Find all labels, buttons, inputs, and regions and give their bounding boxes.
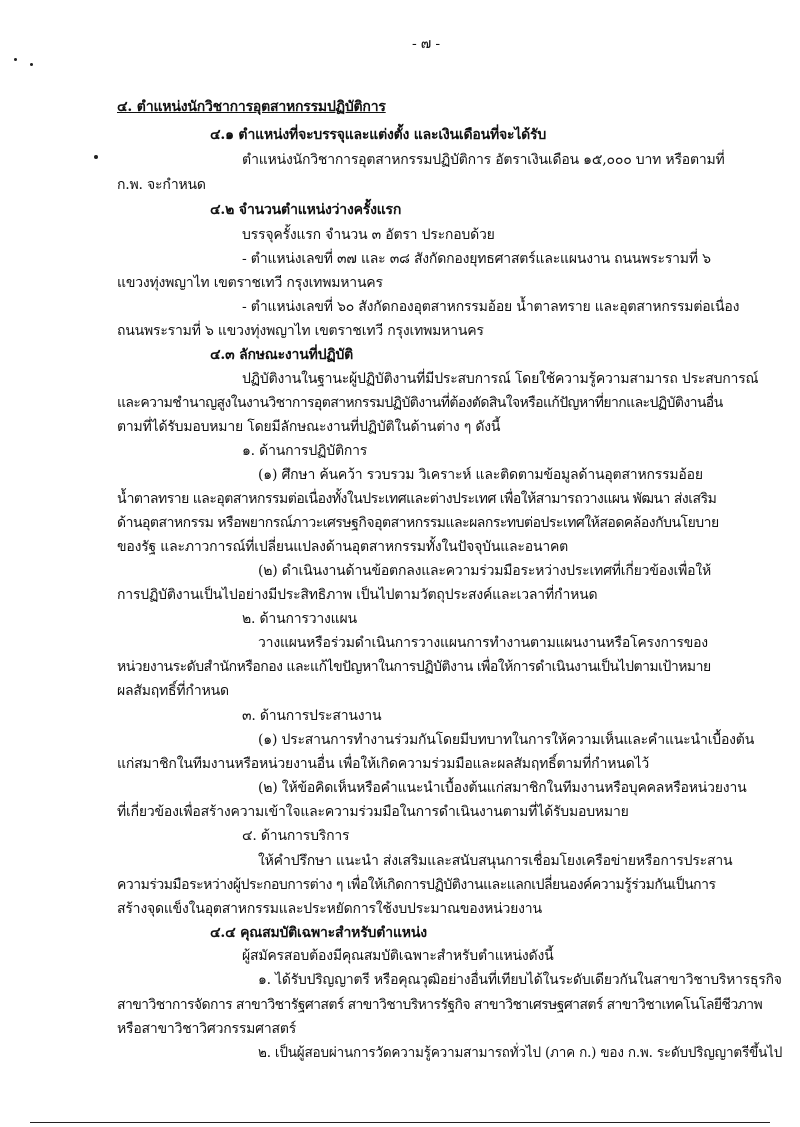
paragraph-line: ถนนพระรามที่ ๖ แขวงทุ่งพญาไท เขตราชเทวี กรุงเทพมหานคร	[117, 323, 484, 339]
paragraph-line: น้ำตาลทราย และอุตสาหกรรมต่อเนื่องทั้งในประเทศและต่างประเทศ เพื่อให้สามารถวางแผน พัฒนา ส่งเสริม	[117, 491, 717, 507]
subsection-heading: ๔.๑ ตำแหน่งที่จะบรรจุและแต่งตั้ง และเงินเดือนที่จะได้รับ	[210, 127, 547, 143]
scan-speck	[94, 155, 98, 159]
page-number: - ๗ -	[412, 36, 440, 52]
paragraph-line: ปฏิบัติงานในฐานะผู้ปฏิบัติงานที่มีประสบการณ์ โดยใช้ความรู้ความสามารถ ประสบการณ์	[242, 371, 759, 387]
paragraph-line: วางแผนหรือร่วมดำเนินการวางแผนการทำงานตามแผนงานหรือโครงการของ	[258, 635, 708, 651]
list-heading: ๔. ด้านการบริการ	[242, 828, 350, 844]
paragraph-line: ผลสัมฤทธิ์ที่กำหนด	[117, 683, 229, 699]
paragraph-line: (๑) ประสานการทำงานร่วมกันโดยมีบทบาทในการให้ความเห็นและคำแนะนำเบื้องต้น	[258, 732, 755, 748]
paragraph-line: ตามที่ได้รับมอบหมาย โดยมีลักษณะงานที่ปฏิบัติในด้านต่าง ๆ ดังนี้	[117, 419, 501, 435]
paragraph-line: ความร่วมมือระหว่างผู้ประกอบการต่าง ๆ เพื่อให้เกิดการปฏิบัติงานและแลกเปลี่ยนองค์ความรู้ร่วมกันเป็นการ	[117, 877, 716, 893]
list-heading: ๑. ด้านการปฏิบัติการ	[242, 443, 368, 459]
paragraph-line: ให้คำปรึกษา แนะนำ ส่งเสริมและสนับสนุนการเชื่อมโยงเครือข่ายหรือการประสาน	[258, 853, 733, 869]
bottom-rule	[30, 1122, 770, 1123]
paragraph-line: (๒) ดำเนินงานด้านข้อตกลงและความร่วมมือระหว่างประเทศที่เกี่ยวข้องเพื่อให้	[258, 563, 712, 579]
paragraph-line: แก่สมาชิกในทีมงานหรือหน่วยงานอื่น เพื่อให้เกิดความร่วมมือและผลสัมฤทธิ์ตามที่กำหนดไว้	[117, 756, 650, 772]
subsection-heading: ๔.๓ ลักษณะงานที่ปฏิบัติ	[210, 347, 354, 363]
paragraph-line: (๑) ศึกษา ค้นคว้า รวบรวม วิเคราะห์ และติดตามข้อมูลด้านอุตสาหกรรมอ้อย	[258, 467, 703, 483]
scan-speck	[14, 58, 17, 61]
paragraph-line: - ตำแหน่งเลขที่ ๓๗ และ ๓๘ สังกัดกองยุทธศาสตร์และแผนงาน ถนนพระรามที่ ๖	[242, 251, 711, 267]
paragraph-line: สาขาวิชาการจัดการ สาขาวิชารัฐศาสตร์ สาขาวิชาบริหารรัฐกิจ สาขาวิชาเศรษฐศาสตร์ สาขาวิชาเทคโนโลยีชีวภาพ	[117, 997, 763, 1013]
paragraph-line: และความชำนาญสูงในงานวิชาการอุตสาหกรรมปฏิบัติงานที่ต้องตัดสินใจหรือแก้ปัญหาที่ยากและปฏิบัติงานอื่น	[117, 395, 723, 411]
paragraph-line: ๒. เป็นผู้สอบผ่านการวัดความรู้ความสามารถทั่วไป (ภาค ก.) ของ ก.พ. ระดับปริญญาตรีขึ้นไป	[258, 1045, 783, 1061]
paragraph-line: (๒) ให้ข้อคิดเห็นหรือคำแนะนำเบื้องต้นแก่สมาชิกในทีมงานหรือบุคคลหรือหน่วยงาน	[258, 780, 747, 796]
paragraph-line: ของรัฐ และภาวการณ์ที่เปลี่ยนแปลงด้านอุตสาหกรรมทั้งในปัจจุบันและอนาคต	[117, 539, 569, 555]
paragraph-line: สร้างจุดแข็งในอุตสาหกรรมและประหยัดการใช้งบประมาณของหน่วยงาน	[117, 901, 542, 917]
paragraph-line: ๑. ได้รับปริญญาตรี หรือคุณวุฒิอย่างอื่นที่เทียบได้ในระดับเดียวกันในสาขาวิชาบริหารธุรกิจ	[258, 972, 782, 988]
paragraph-line: ด้านอุตสาหกรรม หรือพยากรณ์ภาวะเศรษฐกิจอุตสาหกรรมและผลกระทบต่อประเทศให้สอดคล้องกับนโยบาย	[117, 515, 719, 531]
paragraph-line: ที่เกี่ยวข้องเพื่อสร้างความเข้าใจและความร่วมมือในการดำเนินงานตามที่ได้รับมอบหมาย	[117, 804, 629, 820]
list-heading: ๓. ด้านการประสานงาน	[242, 708, 382, 724]
paragraph-line: หรือสาขาวิชาวิศวกรรมศาสตร์	[117, 1021, 297, 1037]
section-heading: ๔. ตำแหน่งนักวิชาการอุตสาหกรรมปฏิบัติการ	[117, 99, 386, 115]
paragraph-line: ตำแหน่งนักวิชาการอุตสาหกรรมปฏิบัติการ อัตราเงินเดือน ๑๕,๐๐๐ บาท หรือตามที่	[242, 152, 725, 168]
paragraph-line: ผู้สมัครสอบต้องมีคุณสมบัติเฉพาะสำหรับตำแหน่งดังนี้	[242, 948, 554, 964]
paragraph-line: แขวงทุ่งพญาไท เขตราชเทวี กรุงเทพมหานคร	[117, 275, 383, 291]
paragraph-line: - ตำแหน่งเลขที่ ๖๐ สังกัดกองอุตสาหกรรมอ้อย น้ำตาลทราย และอุตสาหกรรมต่อเนื่อง	[242, 299, 740, 315]
paragraph-line: การปฏิบัติงานเป็นไปอย่างมีประสิทธิภาพ เป็นไปตามวัตถุประสงค์และเวลาที่กำหนด	[117, 587, 598, 603]
paragraph-line: หน่วยงานระดับสำนักหรือกอง และแก้ไขปัญหาในการปฏิบัติงาน เพื่อให้การดำเนินงานเป็นไปตามเป้าหมาย	[117, 659, 711, 675]
subsection-heading: ๔.๒ จำนวนตำแหน่งว่างครั้งแรก	[210, 202, 402, 218]
list-heading: ๒. ด้านการวางแผน	[242, 611, 357, 627]
subsection-heading: ๔.๔ คุณสมบัติเฉพาะสำหรับตำแหน่ง	[210, 925, 427, 941]
paragraph-line: บรรจุครั้งแรก จำนวน ๓ อัตรา ประกอบด้วย	[242, 227, 495, 243]
scan-speck	[30, 63, 33, 66]
paragraph-line: ก.พ. จะกำหนด	[117, 177, 206, 193]
